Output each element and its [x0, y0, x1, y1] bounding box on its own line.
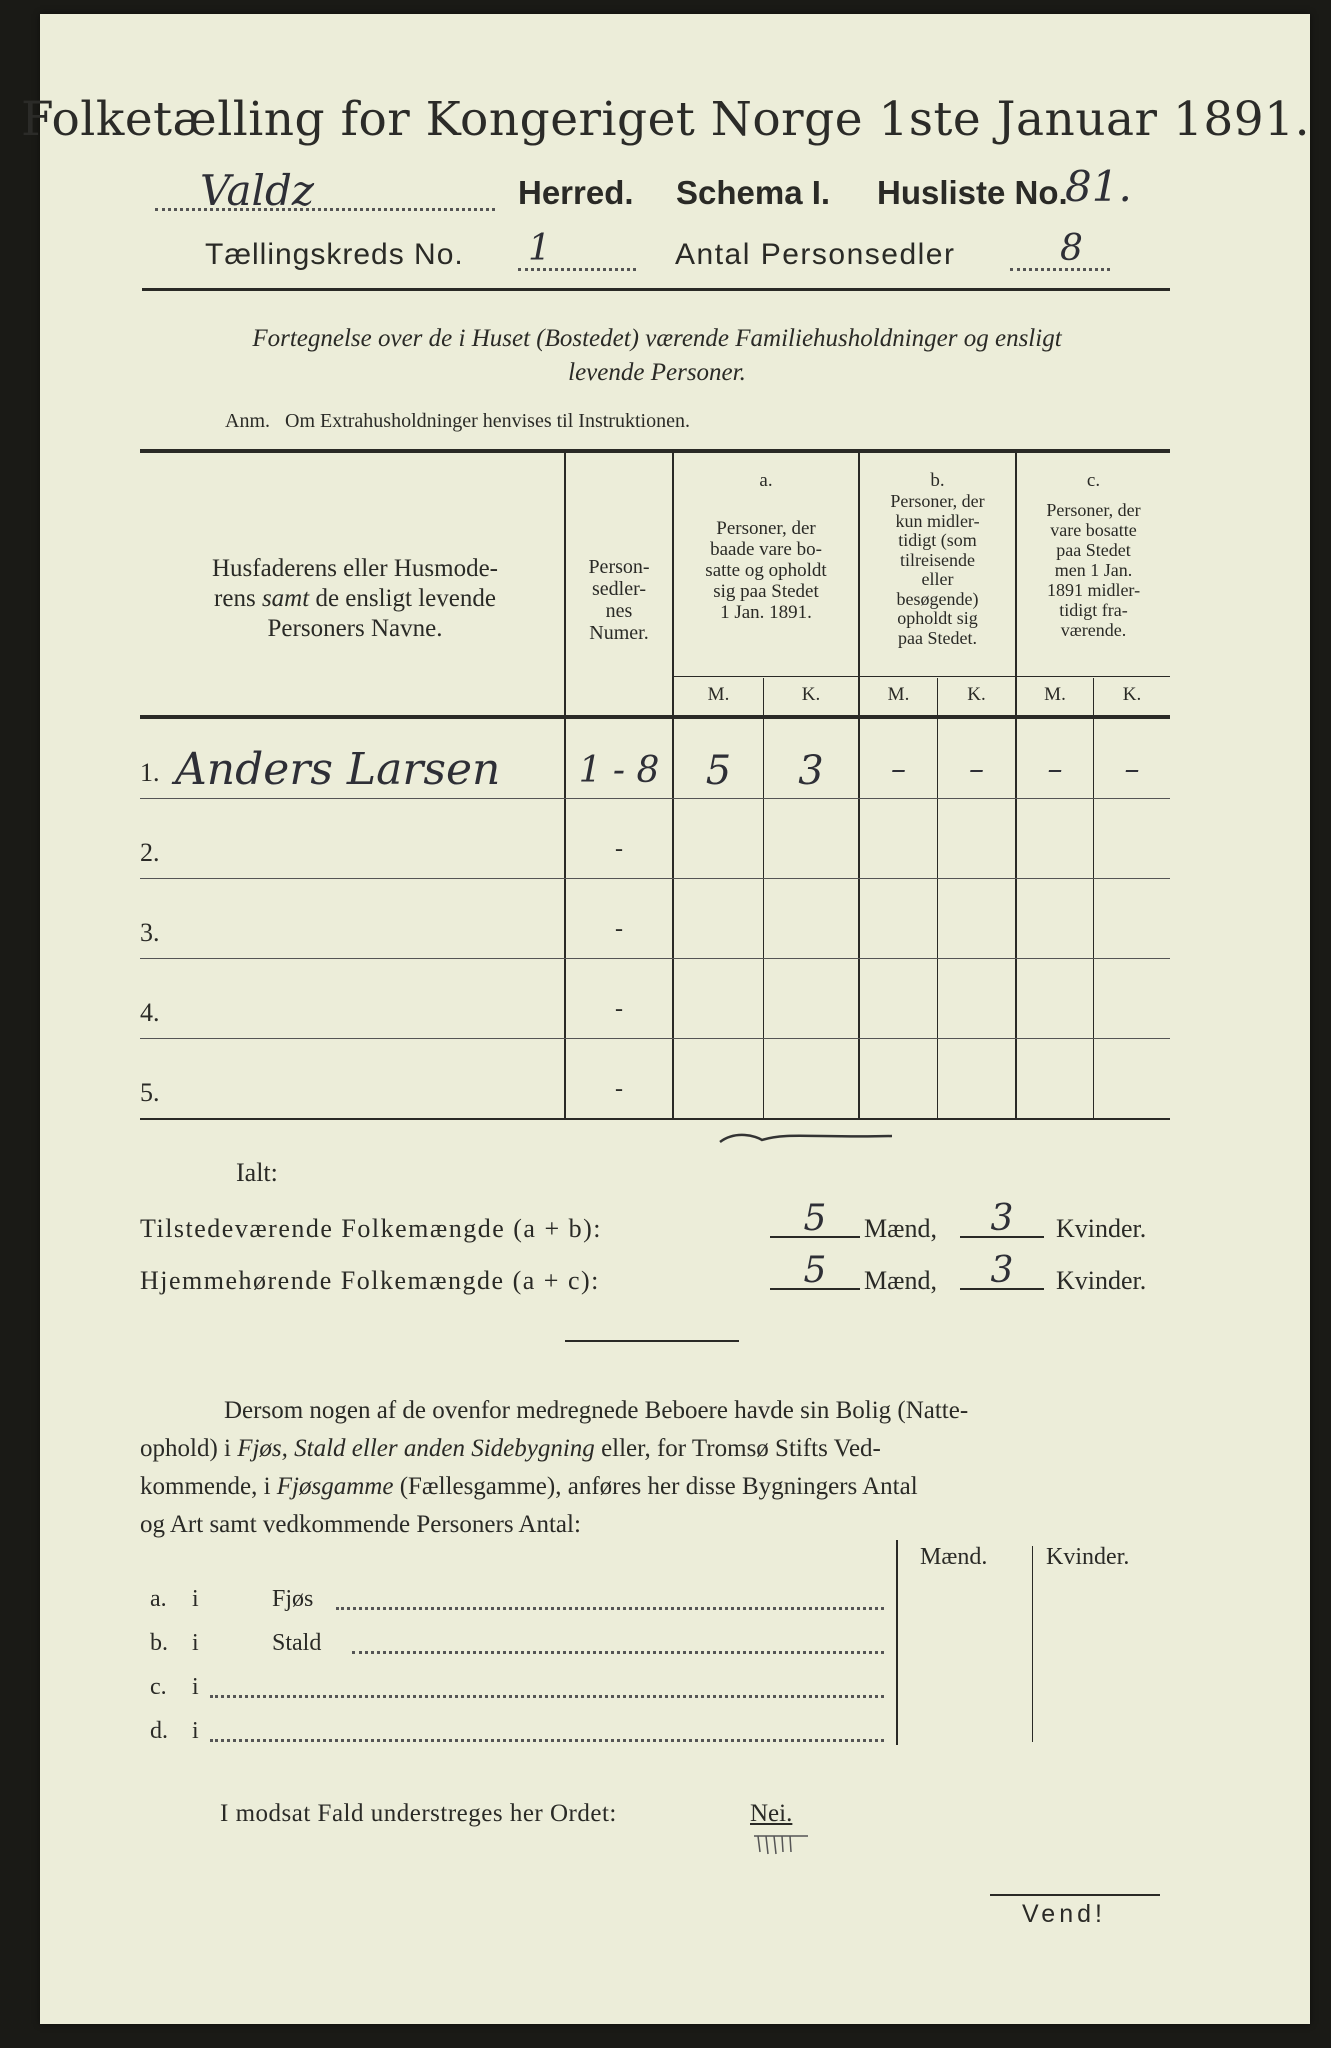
header-b-line: opholdt sig	[897, 608, 978, 628]
column-divider-am	[763, 678, 764, 1118]
anm-text: Om Extrahusholdninger henvises til Instruktionen.	[285, 410, 690, 432]
header-a-line: satte og opholdt	[705, 560, 827, 581]
header-b-letter: b.	[930, 470, 945, 491]
header-rule	[142, 288, 1170, 291]
note-text: eller, for Tromsø Stifts Ved-	[594, 1435, 881, 1462]
label-c-k: K.	[1122, 684, 1142, 705]
list-d-letter: d.	[150, 1718, 168, 1744]
header-a-letter: a.	[759, 470, 773, 491]
totals-line-2-m: 5	[803, 1250, 827, 1291]
header-b-line: paa Stedet.	[898, 627, 977, 648]
list-divider-left	[896, 1540, 898, 1745]
list-c-prep: i	[192, 1674, 199, 1700]
section-divider	[565, 1340, 739, 1342]
note-text: kommende, i	[140, 1473, 277, 1500]
header-names-line: rens samt de ensligt levende	[214, 585, 496, 612]
list-a-letter: a.	[150, 1586, 167, 1612]
intro-heading	[142, 322, 1172, 390]
kreds-label: Tællingskreds No.	[205, 238, 464, 271]
header-c	[1017, 500, 1170, 640]
note-text: ophold) i	[140, 1435, 238, 1462]
row-2-number: 2.	[140, 838, 160, 867]
header-names-line: Personers Navne.	[267, 615, 443, 642]
antal-number: 8	[1060, 228, 1083, 269]
header-sedler-line: sedler-	[591, 578, 646, 600]
row-5-sedler: -	[615, 1076, 623, 1102]
row-1-c-k: –	[1124, 752, 1140, 787]
antal-label: Antal Personsedler	[675, 238, 956, 271]
list-d-prep: i	[192, 1718, 199, 1744]
note-text-italic: Fjøs, Stald eller anden Sidebygning	[237, 1435, 595, 1462]
header-b-line: Personer, der	[890, 491, 985, 511]
header-c-line: men 1 Jan.	[1054, 560, 1133, 580]
totals-line-1-kvinder: Kvinder.	[1056, 1214, 1147, 1243]
list-divider-right	[1032, 1546, 1033, 1742]
modsat-text: I modsat Fald understreges her Ordet:	[220, 1800, 617, 1827]
header-b-line: eller	[921, 569, 954, 589]
nei-word: Nei.	[750, 1800, 793, 1827]
census-form-page	[40, 14, 1310, 2024]
herred-label: Herred.	[518, 174, 634, 211]
list-c-letter: c.	[150, 1674, 167, 1700]
header-c-letter: c.	[1086, 470, 1101, 491]
row-1-sedler: 1 - 8	[578, 750, 660, 791]
label-b-m: M.	[887, 684, 910, 705]
row-4-sedler: -	[615, 996, 623, 1022]
totals-line-1-label: Tilstedeværende Folkemængde (a + b):	[140, 1214, 602, 1243]
anm-note	[225, 410, 690, 433]
header-b-line: kun midler-	[895, 510, 980, 531]
note-line-4: og Art samt vedkommende Personers Antal:	[140, 1511, 581, 1538]
kreds-number: 1	[528, 228, 551, 269]
totals-line-1-maend: Mænd,	[864, 1214, 937, 1243]
list-header-maend: Mænd.	[920, 1544, 988, 1570]
row-1-b-m: –	[891, 752, 906, 787]
list-b-label: Stald	[272, 1630, 322, 1656]
anm-label: Anm.	[225, 410, 270, 432]
header-c-line: tidigt fra-	[1059, 600, 1128, 620]
header-sedler-line: Numer.	[589, 622, 649, 644]
table-bottom-rule	[140, 1118, 1170, 1120]
row-1-name: Anders Larsen	[175, 744, 501, 795]
header-c-line: 1891 midler-	[1046, 580, 1141, 600]
list-b-dots	[352, 1650, 884, 1654]
row-1-a-m: 5	[705, 748, 732, 794]
mk-subheader-rule	[672, 676, 1170, 677]
note-line-3	[140, 1468, 1170, 1506]
header-c-line: paa Stedet	[1056, 540, 1131, 560]
nei-underline-scribble	[752, 1832, 812, 1858]
row-rule	[140, 798, 1170, 799]
list-c-dots	[210, 1694, 884, 1698]
list-b-prep: i	[192, 1630, 199, 1656]
header-sedler	[566, 556, 672, 644]
totals-line-2-maend: Mænd,	[864, 1266, 937, 1295]
row-3-sedler: -	[615, 916, 623, 942]
column-divider-bm	[937, 678, 938, 1118]
note-text-italic: Fjøsgamme	[276, 1473, 394, 1500]
label-c-m: M.	[1044, 684, 1066, 705]
row-1-b-k: –	[969, 752, 984, 787]
totals-line-2-label: Hjemmehørende Folkemængde (a + c):	[140, 1266, 600, 1295]
header-a-line: sig paa Stedet	[713, 581, 819, 602]
header-names-line: Husfaderens eller Husmode-	[211, 555, 498, 582]
row-1-c-m: –	[1047, 752, 1063, 787]
header-b	[860, 492, 1015, 648]
list-a-dots	[336, 1606, 884, 1610]
row-rule	[140, 878, 1170, 879]
header-names	[150, 554, 560, 644]
header-c-line: Personer, der	[1046, 500, 1141, 520]
row-4-number: 4.	[140, 998, 160, 1027]
totals-line-1-m: 5	[803, 1198, 827, 1239]
list-d-dots	[210, 1738, 884, 1742]
note-paragraph	[140, 1392, 1170, 1544]
label-b-k: K.	[967, 684, 986, 705]
husliste-label: Husliste No.	[877, 174, 1068, 211]
header-a-line: Personer, der	[716, 518, 816, 539]
totals-line-2-kvinder: Kvinder.	[1056, 1266, 1147, 1295]
list-a-label: Fjøs	[272, 1586, 314, 1612]
totals-line-1-k: 3	[990, 1198, 1014, 1239]
vend-rule	[990, 1894, 1160, 1896]
intro-heading-line-2: levende Personer.	[568, 359, 746, 386]
note-line-1: Dersom nogen af de ovenfor medregnede Beboere havde sin Bolig (Natte-	[224, 1397, 969, 1424]
row-3-number: 3.	[140, 918, 160, 947]
column-divider-cm	[1093, 678, 1094, 1118]
header-a	[674, 518, 858, 623]
pen-stroke-mark	[716, 1122, 896, 1152]
row-rule	[140, 958, 1170, 959]
totals-line-2-k: 3	[990, 1250, 1014, 1291]
header-sedler-line: nes	[605, 600, 633, 622]
list-a-prep: i	[192, 1586, 199, 1612]
header-c-line: vare bosatte	[1050, 520, 1137, 540]
label-a-m: M.	[707, 684, 730, 705]
ialt-label: Ialt:	[236, 1158, 278, 1187]
header-sedler-line: Person-	[588, 556, 650, 578]
label-a-k: K.	[801, 684, 821, 705]
list-b-letter: b.	[150, 1630, 168, 1656]
row-1-number: 1.	[140, 758, 160, 787]
row-rule	[140, 1038, 1170, 1039]
note-line-2	[140, 1430, 1170, 1468]
header-a-line: baade vare bo-	[710, 539, 822, 560]
header-b-line: tidigt (som	[898, 530, 977, 550]
note-text: (Fællesgamme), anføres her disse Bygningers Antal	[393, 1473, 918, 1500]
herred-name: Valdz	[200, 166, 314, 215]
row-5-number: 5.	[140, 1078, 160, 1107]
vend-label: Vend!	[1022, 1900, 1106, 1928]
header-b-line: besøgende)	[896, 588, 979, 609]
intro-heading-line-1: Fortegnelse over de i Huset (Bostedet) værende Familiehusholdninger og ensligt	[252, 325, 1062, 352]
list-header-kvinder: Kvinder.	[1046, 1544, 1130, 1570]
header-c-line: værende.	[1060, 620, 1127, 640]
schema-label: Schema I.	[676, 174, 831, 211]
header-b-line: tilreisende	[900, 549, 975, 570]
form-title: Folketælling for Kongeriget Norge 1ste Januar 1891.	[20, 92, 1311, 147]
row-1-a-k: 3	[798, 748, 824, 794]
husliste-number: 81.	[1065, 162, 1132, 211]
header-a-line: 1 Jan. 1891.	[720, 602, 812, 623]
row-2-sedler: -	[615, 836, 623, 862]
